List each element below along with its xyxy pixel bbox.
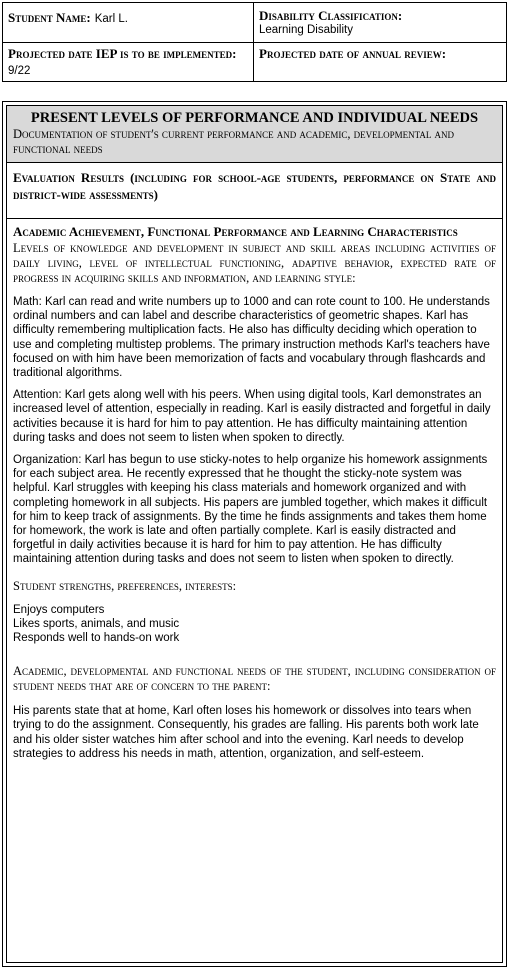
iep-date-label: Projected date IEP is to be implemented: — [8, 46, 237, 61]
section-subtitle: Documentation of student's current performance and academic, developmental and functional needs — [13, 127, 454, 156]
evaluation-results-heading: Evaluation Results (including for school-age students, performance on State and district-wide assessments) — [13, 170, 496, 202]
present-levels-inner-frame — [6, 105, 503, 963]
organization-paragraph: Organization: Karl has begun to use sticky-notes to help organize his homework assignments for each subject area. He recently expressed that he thought the sticky-note system was helpful. Karl struggles with keeping his class materials and homework organized and with completing homework in all subjects. His papers are jumbled together, which makes it difficult for him to keep track of assignments. By the time he finds assignments and takes them home for homework, the work is late and often partially complete. Karl is easily distracted and forgetful in daily activities because it is hard for him to pay attention. He has difficulty maintaining attention during tasks and does not seem to listen when spoken to directly. — [13, 454, 488, 566]
iep-date-cell — [3, 43, 253, 81]
strengths-heading: Student strengths, preferences, interests: — [13, 578, 237, 593]
academic-subheading: Levels of knowledge and development in subject and skill areas including activities of daily living, level of intellectual functioning, adaptive behavior, expected rate of progress in acquiring skills and information, and learning style: — [13, 241, 496, 285]
disability-cell — [254, 3, 506, 42]
annual-review-cell — [254, 43, 506, 81]
list-item: Enjoys computers — [13, 603, 105, 616]
iep-date-value: 9/22 — [8, 65, 31, 77]
section-header — [7, 106, 502, 163]
math-paragraph: Math: Karl can read and write numbers up to 1000 and can rote count to 100. He understands ordinal numbers and can label and describe characteristics of geometric shapes. Karl has difficulty remembering multiplication facts. He also has difficulty deciding which operation to use and completing multistep problems. The primary instruction methods Karl's teachers have focused on with him have been memorization of facts and vocabulary through flashcards and traditional algorithms. — [13, 296, 490, 380]
list-item: Responds well to hands-on work — [13, 632, 180, 645]
needs-paragraph: His parents state that at home, Karl often loses his homework or dissolves into tears when trying to do the assignment. Consequently, his grades are falling. His parents both work late and his older sister watches him after school and into the evening. Karl needs to develop strategies to address his needs in math, attention, organization, and self-esteem. — [13, 705, 479, 760]
student-name-cell — [3, 3, 253, 42]
strengths-list — [13, 603, 496, 646]
disability-label: Disability Classification: — [259, 8, 403, 23]
academic-heading: Academic Achievement, Functional Performance and Learning Characteristics — [13, 224, 458, 239]
annual-review-label: Projected date of annual review: — [259, 46, 447, 61]
student-info-table — [2, 2, 507, 82]
student-name-label: Student Name: — [8, 10, 91, 25]
list-item: Likes sports, animals, and music — [13, 617, 180, 630]
needs-heading: Academic, developmental and functional needs of the student, including consideration of student needs that are of concern to the parent: — [13, 664, 496, 694]
present-levels-section — [2, 101, 507, 967]
section-title: PRESENT LEVELS OF PERFORMANCE AND INDIVIDUAL NEEDS — [30, 110, 479, 126]
academic-achievement-block — [7, 219, 502, 962]
attention-paragraph: Attention: Karl gets along well with his peers. When using digital tools, Karl demonstrates an increased level of attention, especially in reading. Karl is easily distracted and forgetful in daily activities because it is hard for him to pay attention. He has difficulty maintaining attention during tasks and does not seem to listen when spoken to directly. — [13, 389, 491, 444]
disability-value: Learning Disability — [259, 24, 353, 36]
student-name-value: Karl L. — [94, 13, 128, 25]
evaluation-results-row — [7, 163, 502, 219]
